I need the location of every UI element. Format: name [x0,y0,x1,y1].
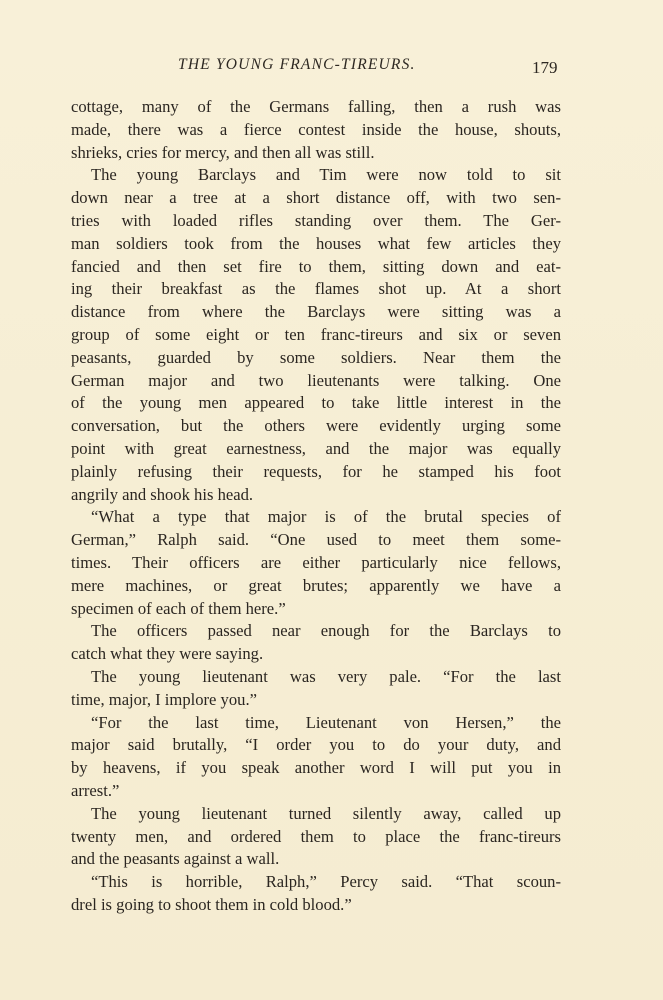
text-line: specimen of each of them here.” [71,598,286,618]
text-line: The young Barclays and Tim were now told to sit [91,165,561,185]
text-line: drel is going to shoot them in cold blood.” [71,894,352,914]
text-line: The officers passed near enough for the Barclays to [91,621,561,641]
text-line: times. Their officers are either particularly nice fellows, [71,552,561,572]
text-line: plainly refusing their requests, for he stamped his foot [71,461,561,481]
text-line: The young lieutenant was very pale. “For the last [91,666,561,686]
page-header [0,56,663,80]
text-line: “This is horrible, Ralph,” Percy said. “That scoun- [91,872,561,892]
text-line: angrily and shook his head. [71,484,254,504]
running-title: THE YOUNG FRANC-TIREURS. [178,56,416,73]
text-line: time, major, I implore you.” [71,689,257,709]
text-line: mere machines, or great brutes; apparently we have a [71,575,561,595]
text-line: by heavens, if you speak another word I will put you in [71,758,561,778]
text-line: catch what they were saying. [71,644,264,664]
text-line: tries with loaded rifles standing over them. The Ger- [71,210,561,230]
text-line: fancied and then set fire to them, sitting down and eat- [71,256,561,276]
body-text [71,96,561,917]
text-line: down near a tree at a short distance off, with two sen- [71,188,561,208]
text-line: ing their breakfast as the flames shot up. At a short [71,279,561,299]
text-line: The young lieutenant turned silently away, called up [91,803,561,823]
text-line: cottage, many of the Germans falling, then a rush was [71,97,561,116]
text-line: shrieks, cries for mercy, and then all was still. [71,142,375,162]
text-line: major said brutally, “I order you to do your duty, and [71,735,561,755]
text-line: man soldiers took from the houses what few articles they [71,233,561,253]
text-line: German,” Ralph said. “One used to meet them some- [71,530,561,550]
text-line: conversation, but the others were evidently urging some [71,416,561,436]
text-line: German major and two lieutenants were talking. One [71,370,561,390]
text-line: point with great earnestness, and the major was equally [71,438,561,458]
text-line: made, there was a fierce contest inside the house, shouts, [71,119,561,139]
text-line: twenty men, and ordered them to place the franc-tireurs [71,826,561,846]
text-line: arrest.” [71,780,120,800]
text-line: peasants, guarded by some soldiers. Near them the [71,347,561,367]
text-line: “For the last time, Lieutenant von Hersen,” the [91,712,561,732]
text-line: of the young men appeared to take little interest in the [71,393,561,413]
text-line: and the peasants against a wall. [71,849,280,869]
page-number: 179 [532,58,558,77]
text-line: “What a type that major is of the brutal species of [91,507,561,527]
text-line: distance from where the Barclays were sitting was a [71,302,561,322]
text-line: group of some eight or ten franc-tireurs and six or seven [71,324,561,344]
